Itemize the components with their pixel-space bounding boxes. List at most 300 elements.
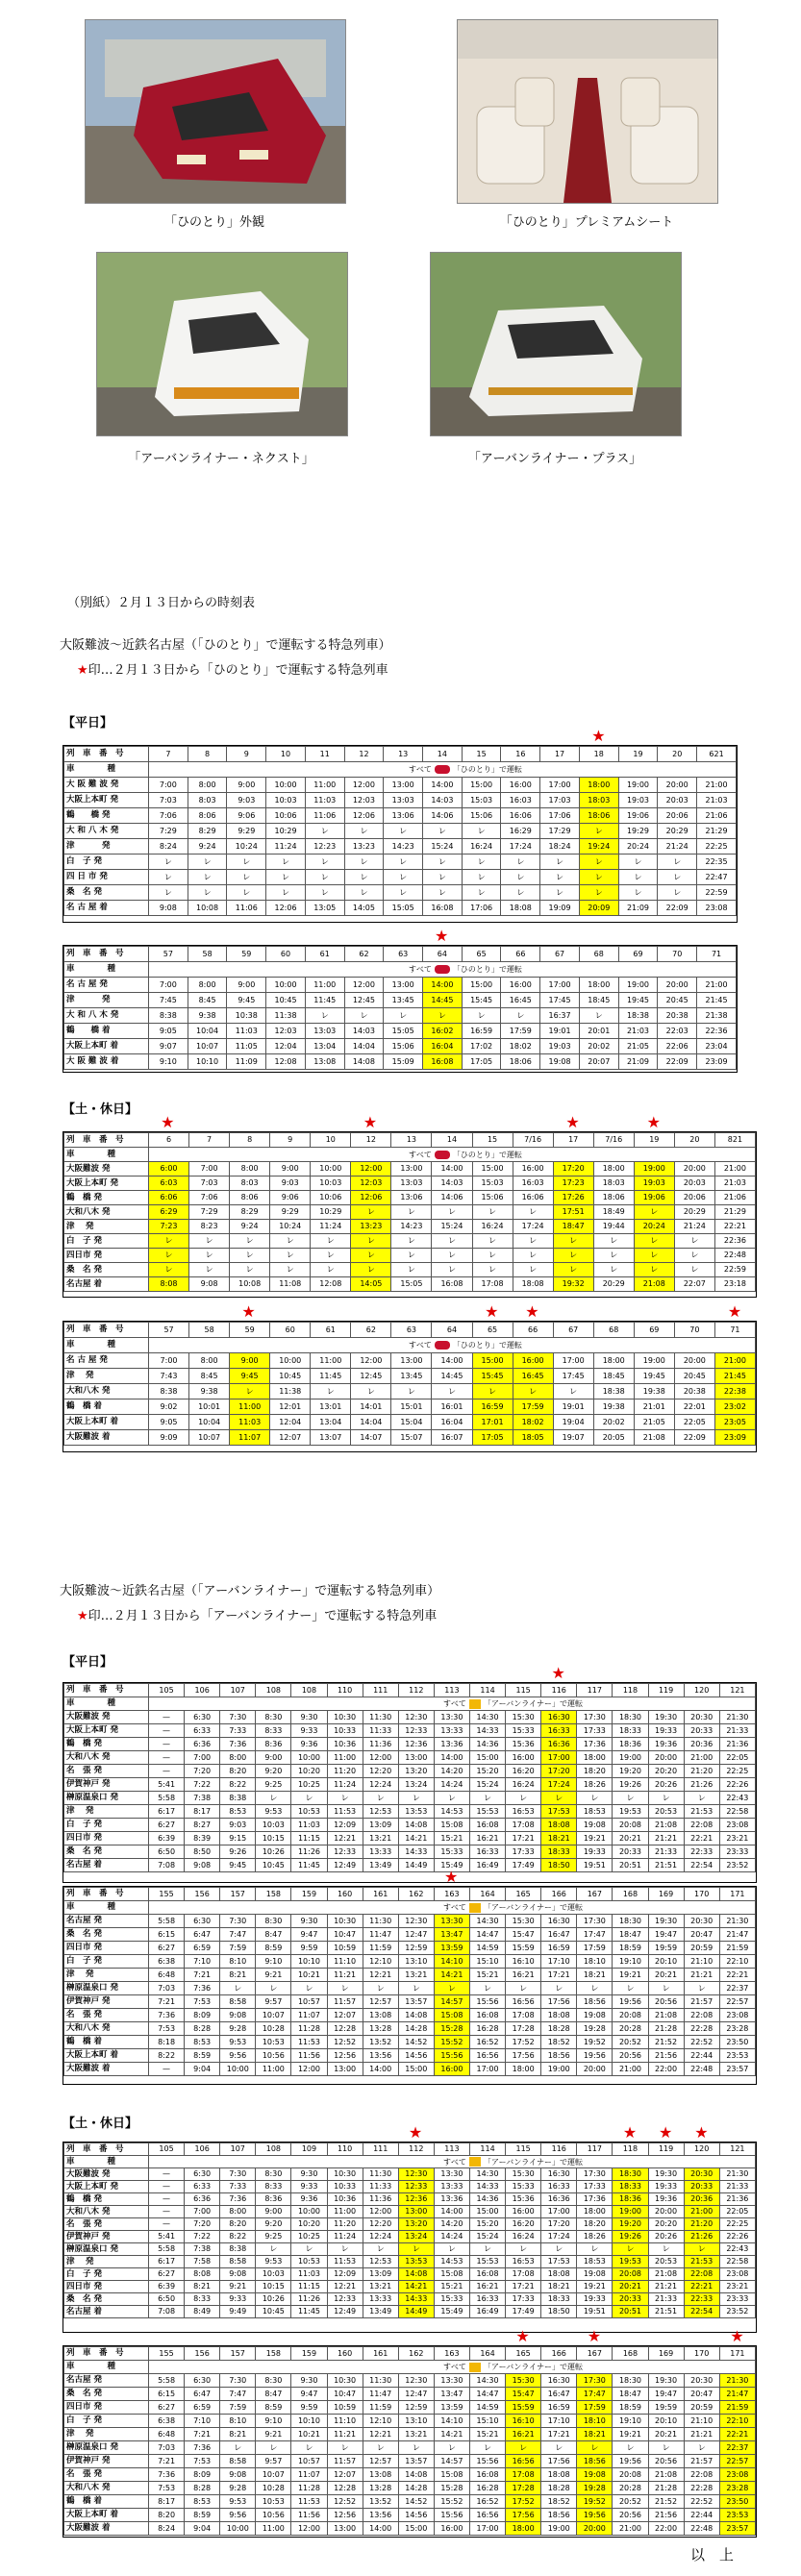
time-cell: 19:21 xyxy=(613,2428,648,2441)
time-cell: 10:20 xyxy=(291,1765,327,1778)
train-number: 168 xyxy=(613,1888,648,1901)
time-cell: 8:33 xyxy=(185,2293,220,2306)
time-cell: 23:08 xyxy=(719,2468,755,2482)
time-cell: 17:36 xyxy=(577,2193,613,2206)
time-cell: 18:26 xyxy=(577,1778,613,1792)
time-cell: 11:45 xyxy=(291,1859,327,1872)
section1-title: 大阪難波～近鉄名古屋（「ひのとり」で運転する特急列車） xyxy=(60,638,391,653)
station-label: 白 子 発 xyxy=(64,855,149,870)
time-cell: 10:45 xyxy=(270,1369,311,1384)
time-cell: 11:53 xyxy=(291,2495,327,2509)
train-number: 110 xyxy=(327,1684,363,1697)
time-cell: 17:56 xyxy=(541,1995,577,2009)
time-cell: 19:33 xyxy=(648,2181,684,2193)
time-cell: 11:21 xyxy=(327,1969,363,1982)
train-number: 71 xyxy=(714,1323,755,1338)
train-number: 12 xyxy=(351,1133,391,1148)
station-label: 名 張 発 xyxy=(64,2218,149,2231)
span-text: 「アーバンライナー」で運転 xyxy=(483,1903,583,1912)
time-cell: 17:49 xyxy=(506,2306,541,2318)
time-cell: 19:10 xyxy=(613,2415,648,2428)
time-cell: 9:53 xyxy=(256,1805,291,1819)
time-cell: 16:33 xyxy=(469,2293,505,2306)
time-cell: 21:21 xyxy=(648,2281,684,2293)
time-cell: 13:23 xyxy=(351,1220,391,1234)
time-cell: 23:09 xyxy=(714,1430,755,1446)
time-cell: 12:21 xyxy=(327,2281,363,2293)
time-cell: 12:21 xyxy=(327,1832,363,1845)
table-row xyxy=(64,1430,756,1446)
time-cell: 19:29 xyxy=(618,824,658,839)
time-cell: 9:20 xyxy=(256,1765,291,1778)
time-cell: 8:30 xyxy=(256,1915,291,1928)
time-cell: 19:28 xyxy=(577,2022,613,2036)
time-cell: 9:00 xyxy=(230,1353,270,1369)
time-cell: 20:53 xyxy=(648,1805,684,1819)
time-cell: 12:00 xyxy=(351,1162,391,1177)
time-cell: 16:24 xyxy=(462,839,501,855)
time-cell: 7:53 xyxy=(149,2022,185,2036)
time-cell: 22:01 xyxy=(674,1399,714,1415)
time-cell: 18:52 xyxy=(541,2036,577,2049)
time-cell: 21:26 xyxy=(684,2231,719,2243)
table-row xyxy=(64,1969,756,1982)
station-label: 津 発 xyxy=(64,839,149,855)
time-cell: レ xyxy=(344,824,384,839)
time-cell: 10:33 xyxy=(327,1724,363,1738)
train-number: 10 xyxy=(266,747,306,762)
train-type-span xyxy=(149,1697,756,1711)
time-cell: 8:24 xyxy=(149,839,188,855)
time-cell: 15:00 xyxy=(469,1751,505,1765)
time-cell: レ xyxy=(541,2243,577,2256)
time-cell: 14:57 xyxy=(434,1995,469,2009)
time-cell: 20:03 xyxy=(674,1177,714,1191)
train-number: 108 xyxy=(256,2143,291,2156)
time-cell: 6:47 xyxy=(185,2388,220,2401)
time-cell: 18:56 xyxy=(577,1995,613,2009)
station-label: 大阪難波 発 xyxy=(64,1711,149,1724)
time-cell: 9:08 xyxy=(220,2009,256,2022)
time-cell: 20:24 xyxy=(634,1220,674,1234)
urban-liner-logo-icon xyxy=(469,2157,481,2167)
time-cell: 18:30 xyxy=(613,2168,648,2181)
time-cell: 18:06 xyxy=(579,808,618,824)
time-cell: 20:06 xyxy=(674,1191,714,1205)
table-row xyxy=(64,793,737,808)
time-cell: 18:00 xyxy=(506,2522,541,2536)
time-cell: 12:59 xyxy=(398,2401,434,2415)
station-label: 鶴 橋 発 xyxy=(64,1191,149,1205)
time-cell: 11:53 xyxy=(327,1805,363,1819)
train-number: 162 xyxy=(398,1888,434,1901)
table-row xyxy=(64,839,737,855)
time-cell: 17:10 xyxy=(541,2415,577,2428)
train-number: 118 xyxy=(613,2143,648,2156)
time-cell: 8:09 xyxy=(185,2009,220,2022)
time-cell: 14:05 xyxy=(351,1277,391,1292)
time-cell: レ xyxy=(541,1792,577,1805)
time-cell: 19:08 xyxy=(577,1819,613,1832)
time-cell: レ xyxy=(227,870,266,885)
train-number: 20 xyxy=(658,747,697,762)
time-cell: 18:56 xyxy=(541,2049,577,2063)
train-number: 8 xyxy=(230,1133,270,1148)
time-cell: レ xyxy=(327,2441,363,2455)
time-cell: 15:06 xyxy=(472,1191,513,1205)
time-cell: 14:06 xyxy=(423,808,463,824)
star-icon: ★ xyxy=(77,663,88,678)
time-cell: 13:00 xyxy=(391,1353,432,1369)
time-cell: 9:33 xyxy=(291,2181,327,2193)
time-cell: レ xyxy=(344,870,384,885)
time-cell: レ xyxy=(469,1792,505,1805)
time-cell: 9:08 xyxy=(185,1859,220,1872)
time-cell: レ xyxy=(501,1008,540,1024)
station-label: 四日市 発 xyxy=(64,1832,149,1845)
station-label: 津 発 xyxy=(64,1805,149,1819)
time-cell: 18:38 xyxy=(618,1008,658,1024)
timetable-grid xyxy=(63,1132,756,1292)
train-number: 156 xyxy=(185,1888,220,1901)
time-cell: レ xyxy=(469,1982,505,1995)
time-cell: レ xyxy=(270,1263,311,1277)
table-row xyxy=(64,1162,756,1177)
station-label: 四 日 市 発 xyxy=(64,870,149,885)
time-cell: 20:10 xyxy=(648,1955,684,1969)
time-cell: 23:53 xyxy=(719,2049,755,2063)
time-cell: 17:10 xyxy=(541,1955,577,1969)
time-cell: 11:45 xyxy=(305,993,344,1008)
train-number: 107 xyxy=(220,1684,256,1697)
time-cell: 23:21 xyxy=(719,1832,755,1845)
time-cell: 22:00 xyxy=(648,2063,684,2076)
time-cell: 7:10 xyxy=(185,1955,220,1969)
time-cell: 11:47 xyxy=(363,1928,398,1942)
time-cell: 12:21 xyxy=(363,1969,398,1982)
time-cell: 11:45 xyxy=(291,2306,327,2318)
time-cell: 21:24 xyxy=(658,839,697,855)
time-cell: 7:00 xyxy=(189,1162,230,1177)
time-cell: レ xyxy=(230,1249,270,1263)
time-cell: 6:48 xyxy=(149,1969,185,1982)
time-cell: 13:08 xyxy=(363,2009,398,2022)
time-cell: 13:00 xyxy=(391,1162,432,1177)
time-cell: 7:08 xyxy=(149,2306,185,2318)
time-cell: 18:49 xyxy=(593,1205,634,1220)
time-cell: 21:28 xyxy=(648,2022,684,2036)
time-cell: 16:21 xyxy=(506,1969,541,1982)
time-cell: 23:08 xyxy=(719,2268,755,2281)
time-cell: 10:21 xyxy=(291,1969,327,1982)
time-cell: 17:00 xyxy=(469,2063,505,2076)
row-label: 列 車 番 号 xyxy=(64,1133,149,1148)
time-cell: 6:39 xyxy=(149,1832,185,1845)
time-cell: 8:49 xyxy=(185,2306,220,2318)
table-row xyxy=(64,885,737,901)
train-number: 164 xyxy=(469,2347,505,2361)
train-number: 17 xyxy=(553,1133,593,1148)
train-number: 158 xyxy=(256,1888,291,1901)
table-row xyxy=(64,855,737,870)
time-cell: 19:20 xyxy=(613,2218,648,2231)
station-label: 名 張 発 xyxy=(64,2009,149,2022)
time-cell: レ xyxy=(684,1982,719,1995)
time-cell: 21:08 xyxy=(648,1819,684,1832)
time-cell: 18:50 xyxy=(541,2306,577,2318)
time-cell: レ xyxy=(541,2441,577,2455)
time-cell: 9:03 xyxy=(220,1819,256,1832)
time-cell: 23:18 xyxy=(714,1277,755,1292)
time-cell: 16:33 xyxy=(541,2181,577,2193)
time-cell: 22:59 xyxy=(697,885,737,901)
time-cell: 21:47 xyxy=(719,2388,755,2401)
time-cell: レ xyxy=(266,870,306,885)
time-cell: 14:24 xyxy=(434,1778,469,1792)
time-cell: 12:00 xyxy=(351,1353,391,1369)
time-cell: 22:43 xyxy=(719,2243,755,2256)
time-cell: 10:03 xyxy=(256,2268,291,2281)
time-cell: 16:01 xyxy=(432,1399,472,1415)
time-cell: 22:00 xyxy=(648,2522,684,2536)
time-cell: 17:00 xyxy=(469,2522,505,2536)
time-cell: 17:20 xyxy=(541,1765,577,1778)
time-cell: 22:57 xyxy=(719,1995,755,2009)
time-cell: レ xyxy=(648,2243,684,2256)
time-cell: 21:08 xyxy=(634,1430,674,1446)
timetable-grid xyxy=(63,1683,756,1872)
span-prefix: すべて xyxy=(409,965,432,974)
time-cell: 12:53 xyxy=(363,2256,398,2268)
table-row xyxy=(64,1054,737,1070)
time-cell: 13:36 xyxy=(434,2193,469,2206)
time-cell: 16:21 xyxy=(469,1832,505,1845)
time-cell: 13:21 xyxy=(398,1969,434,1982)
table-row xyxy=(64,2009,756,2022)
time-cell: 8:28 xyxy=(185,2022,220,2036)
time-cell: レ xyxy=(344,885,384,901)
time-cell: レ xyxy=(327,1982,363,1995)
time-cell: 15:08 xyxy=(434,1819,469,1832)
train-number: 10 xyxy=(311,1133,351,1148)
section2-title: 大阪難波～近鉄名古屋（「アーバンライナー」で運転する特急列車） xyxy=(60,1584,440,1598)
time-cell: 18:47 xyxy=(553,1220,593,1234)
time-cell: 22:58 xyxy=(719,1805,755,1819)
train-number: 105 xyxy=(149,1684,185,1697)
time-cell: 7:36 xyxy=(185,1982,220,1995)
time-cell: 16:29 xyxy=(501,824,540,839)
time-cell: 11:15 xyxy=(291,2281,327,2293)
time-cell: 14:45 xyxy=(423,993,463,1008)
station-label: 津 発 xyxy=(64,1969,149,1982)
time-cell: 14:00 xyxy=(363,2522,398,2536)
time-cell: 10:04 xyxy=(188,1024,227,1039)
time-cell: 15:33 xyxy=(434,2293,469,2306)
time-cell: 16:08 xyxy=(469,2268,505,2281)
train-number: 15 xyxy=(472,1133,513,1148)
time-cell: 8:33 xyxy=(256,1724,291,1738)
table-row xyxy=(64,2495,756,2509)
time-cell: 5:58 xyxy=(149,2374,185,2388)
train-number: 16 xyxy=(501,747,540,762)
star-icon: ★ xyxy=(444,1868,459,1886)
time-cell: 11:06 xyxy=(305,808,344,824)
train-number: 112 xyxy=(398,2143,434,2156)
time-cell: レ xyxy=(634,1234,674,1249)
photo-hinotori-premium xyxy=(457,19,718,204)
time-cell: 18:21 xyxy=(577,1969,613,1982)
train-number: 167 xyxy=(577,1888,613,1901)
time-cell: 7:30 xyxy=(220,1915,256,1928)
span-prefix: すべて xyxy=(443,2157,466,2167)
time-cell: 19:30 xyxy=(648,1711,684,1724)
time-cell: レ xyxy=(351,1263,391,1277)
time-cell: 21:29 xyxy=(714,1205,755,1220)
time-cell: 7:59 xyxy=(220,1942,256,1955)
time-cell: 19:00 xyxy=(618,778,658,793)
photo-hinotori-exterior xyxy=(85,19,346,204)
train-type-row xyxy=(64,1338,756,1353)
time-cell: 15:56 xyxy=(469,1995,505,2009)
time-cell: 12:04 xyxy=(270,1415,311,1430)
station-label: 榊原温泉口 発 xyxy=(64,2243,149,2256)
time-cell: — xyxy=(149,1711,185,1724)
train-number-row xyxy=(64,1133,756,1148)
time-cell: 19:08 xyxy=(577,2268,613,2281)
time-cell: 14:08 xyxy=(398,2009,434,2022)
time-cell: 15:36 xyxy=(506,2193,541,2206)
time-cell: 9:25 xyxy=(256,1778,291,1792)
time-cell: 20:26 xyxy=(648,2231,684,2243)
time-cell: 12:00 xyxy=(291,2522,327,2536)
time-cell: 17:24 xyxy=(501,839,540,855)
time-cell: 16:10 xyxy=(506,2415,541,2428)
time-cell: 19:53 xyxy=(613,1805,648,1819)
time-cell: レ xyxy=(472,1249,513,1263)
time-cell: 7:03 xyxy=(149,2441,185,2455)
train-number: 20 xyxy=(674,1133,714,1148)
time-cell: 22:21 xyxy=(684,1832,719,1845)
station-label: 鶴 橋 着 xyxy=(64,1024,149,1039)
time-cell: 10:06 xyxy=(311,1191,351,1205)
station-label: 榊原温泉口 発 xyxy=(64,1792,149,1805)
time-cell: 17:21 xyxy=(506,2281,541,2293)
holiday-label: 【土・休日】 xyxy=(63,2117,138,2131)
time-cell: 8:23 xyxy=(189,1220,230,1234)
time-cell: 9:53 xyxy=(256,2256,291,2268)
time-cell: 20:10 xyxy=(648,2415,684,2428)
time-cell: 9:38 xyxy=(188,1008,227,1024)
train-number: 164 xyxy=(469,1888,505,1901)
photo-urban-liner-plus xyxy=(430,252,682,436)
time-cell: 22:05 xyxy=(719,2206,755,2218)
time-cell: 16:45 xyxy=(501,993,540,1008)
table-row xyxy=(64,1415,756,1430)
station-label: 四日市 発 xyxy=(64,1942,149,1955)
star-icon: ★ xyxy=(77,1609,88,1623)
station-label: 桑 名 発 xyxy=(64,1845,149,1859)
time-cell: 20:21 xyxy=(648,1969,684,1982)
table-row xyxy=(64,1765,756,1778)
time-cell: 13:06 xyxy=(384,808,423,824)
train-number: 63 xyxy=(391,1323,432,1338)
time-cell: 12:53 xyxy=(363,1805,398,1819)
time-cell: 7:00 xyxy=(185,2206,220,2218)
time-cell: 16:52 xyxy=(469,2036,505,2049)
time-cell: 20:51 xyxy=(613,1859,648,1872)
time-cell: 15:00 xyxy=(469,2206,505,2218)
time-cell: レ xyxy=(618,870,658,885)
train-number: 161 xyxy=(363,1888,398,1901)
train-number: 61 xyxy=(305,947,344,962)
star-icon: ★ xyxy=(408,2123,423,2142)
time-cell: 20:06 xyxy=(658,808,697,824)
time-cell: 20:59 xyxy=(684,1942,719,1955)
time-cell: 20:28 xyxy=(613,2022,648,2036)
time-cell: 6:15 xyxy=(149,1928,185,1942)
time-cell: 17:21 xyxy=(506,1832,541,1845)
time-cell: 22:09 xyxy=(658,1054,697,1070)
time-cell: 21:33 xyxy=(648,2293,684,2306)
time-cell: 9:56 xyxy=(220,2509,256,2522)
time-cell: 11:33 xyxy=(363,1724,398,1738)
time-cell: 21:06 xyxy=(697,808,737,824)
time-cell: 9:29 xyxy=(227,824,266,839)
photo-caption: 「アーバンライナー・ネクスト」 xyxy=(128,452,314,466)
time-cell: 20:08 xyxy=(613,2009,648,2022)
train-number: 58 xyxy=(189,1323,230,1338)
time-cell: 14:47 xyxy=(469,2388,505,2401)
timetable-grid xyxy=(63,1322,756,1446)
time-cell: 23:52 xyxy=(719,2306,755,2318)
time-cell: 18:28 xyxy=(541,2022,577,2036)
table-row xyxy=(64,2036,756,2049)
time-cell: 17:30 xyxy=(577,1711,613,1724)
time-cell: 17:47 xyxy=(577,2388,613,2401)
time-cell: レ xyxy=(256,1982,291,1995)
time-cell: 15:06 xyxy=(384,1039,423,1054)
time-cell: レ xyxy=(472,1205,513,1220)
time-cell: 7:03 xyxy=(189,1177,230,1191)
time-cell: 19:47 xyxy=(648,1928,684,1942)
station-label: 四日市 発 xyxy=(64,2281,149,2293)
time-cell: レ xyxy=(540,870,580,885)
urban-liner-logo-icon xyxy=(469,2363,481,2372)
time-cell: 16:08 xyxy=(423,901,463,916)
train-number: 19 xyxy=(634,1133,674,1148)
time-cell: レ xyxy=(674,1263,714,1277)
time-cell: レ xyxy=(432,1249,472,1263)
train-number: 120 xyxy=(684,2143,719,2156)
time-cell: 20:21 xyxy=(613,2281,648,2293)
train-type-row xyxy=(64,2156,756,2168)
time-cell: 23:05 xyxy=(714,1415,755,1430)
time-cell: 11:24 xyxy=(266,839,306,855)
train-number: 105 xyxy=(149,2143,185,2156)
time-cell: レ xyxy=(391,1249,432,1263)
time-cell: 19:32 xyxy=(553,1277,593,1292)
time-cell: 23:50 xyxy=(719,2036,755,2049)
time-cell: 23:08 xyxy=(719,1819,755,1832)
time-cell: 6:27 xyxy=(149,1942,185,1955)
station-label: 大阪難波 着 xyxy=(64,2063,149,2076)
timetable-grid xyxy=(63,2143,756,2318)
time-cell: 15:04 xyxy=(391,1415,432,1430)
time-cell: 19:00 xyxy=(613,2206,648,2218)
time-cell: レ xyxy=(291,1982,327,1995)
train-number: 62 xyxy=(351,1323,391,1338)
time-cell: 19:51 xyxy=(577,2306,613,2318)
